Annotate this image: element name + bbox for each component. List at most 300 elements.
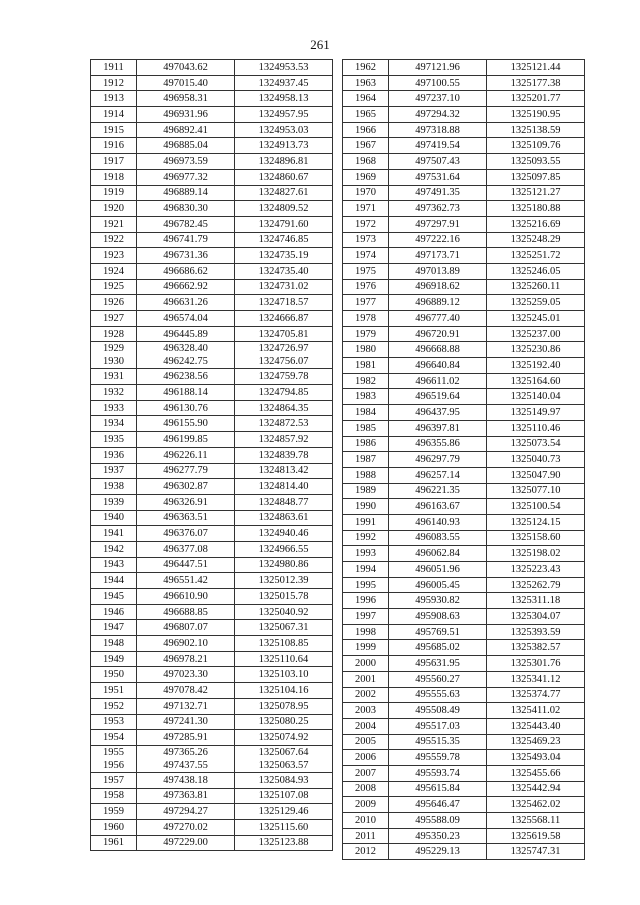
- table-row: [91, 369, 333, 385]
- point-number-cell: 1963: [343, 75, 389, 91]
- x-coordinate-cell: 497297.91: [389, 216, 487, 232]
- point-number-cell: 1970: [343, 185, 389, 201]
- page-number: 261: [310, 37, 330, 52]
- x-coordinate-cell: 497229.00: [137, 835, 235, 851]
- point-number-cell: 1998: [343, 624, 389, 640]
- x-coordinate-cell: 496355.86: [389, 436, 487, 452]
- table-row: [343, 718, 585, 734]
- point-number-cell: 1922: [91, 232, 137, 248]
- table-row: [91, 636, 333, 652]
- point-number-cell: 2012: [343, 844, 389, 860]
- x-coordinate-cell: 497438.18: [137, 772, 235, 788]
- y-coordinate-cell: 1325140.04: [487, 389, 585, 405]
- point-number-cell: 1961: [91, 835, 137, 851]
- y-coordinate-cell: 1325393.59: [487, 624, 585, 640]
- point-number-cell: 1993: [343, 546, 389, 562]
- y-coordinate-cell: 1325469.23: [487, 734, 585, 750]
- y-coordinate-cell: 1325103.10: [235, 667, 333, 683]
- point-number-cell: 1986: [343, 436, 389, 452]
- y-coordinate-cell: 1325077.10: [487, 483, 585, 499]
- table-row: [343, 781, 585, 797]
- point-number-cell: 1925: [91, 279, 137, 295]
- point-number-cell: 1972: [343, 216, 389, 232]
- point-number-cell: 1935: [91, 432, 137, 448]
- point-number-cell: 2001: [343, 671, 389, 687]
- x-coordinate-cell: 496445.89: [137, 326, 235, 342]
- point-number-cell: 2005: [343, 734, 389, 750]
- x-coordinate-cell: 496978.21: [137, 651, 235, 667]
- x-coordinate-cell: 495646.47: [389, 797, 487, 813]
- x-coordinate-cell: 496155.90: [137, 416, 235, 432]
- table-row: [91, 295, 333, 311]
- table-row: [343, 420, 585, 436]
- table-row: [91, 75, 333, 91]
- point-number-cell: 1915: [91, 122, 137, 138]
- cell-line: 1955: [103, 746, 124, 758]
- y-coordinate-cell: 1325078.95: [235, 698, 333, 714]
- table-row: [343, 797, 585, 813]
- point-number-cell: 2000: [343, 656, 389, 672]
- table-row: [343, 671, 585, 687]
- x-coordinate-cell: 496668.88: [389, 342, 487, 358]
- x-coordinate-cell: 497015.40: [137, 75, 235, 91]
- y-coordinate-cell: 1325190.95: [487, 107, 585, 123]
- x-coordinate-cell: 497043.62: [137, 60, 235, 76]
- x-coordinate-cell: 495559.78: [389, 750, 487, 766]
- x-coordinate-cell: 495350.23: [389, 828, 487, 844]
- y-coordinate-cell: 1324863.61: [235, 510, 333, 526]
- point-number-cell: 1957: [91, 772, 137, 788]
- x-coordinate-cell: 497241.30: [137, 714, 235, 730]
- point-number-cell: 1947: [91, 620, 137, 636]
- y-coordinate-cell: 1324857.92: [235, 432, 333, 448]
- point-number-cell: 1977: [343, 295, 389, 311]
- y-coordinate-cell: 1325301.76: [487, 656, 585, 672]
- cell-line: 1956: [103, 759, 124, 771]
- x-coordinate-cell: 496782.45: [137, 216, 235, 232]
- x-coordinate-cell: 495631.95: [389, 656, 487, 672]
- point-number-cell: 1926: [91, 295, 137, 311]
- table-row: [91, 232, 333, 248]
- x-coordinate-cell: 496519.64: [389, 389, 487, 405]
- x-coordinate-cell: 497023.30: [137, 667, 235, 683]
- table-row: [343, 326, 585, 342]
- x-coordinate-cell: 497237.10: [389, 91, 487, 107]
- x-coordinate-cell: 496221.35: [389, 483, 487, 499]
- table-row: [343, 185, 585, 201]
- x-coordinate-cell: 497285.91: [137, 730, 235, 746]
- point-number-cell: 1911: [91, 60, 137, 76]
- point-number-cell: 1931: [91, 369, 137, 385]
- point-number-cell: 1969: [343, 169, 389, 185]
- x-coordinate-cell: 496807.07: [137, 620, 235, 636]
- table-row: [343, 844, 585, 860]
- point-number-cell: 1967: [343, 138, 389, 154]
- point-number-cell: 1989: [343, 483, 389, 499]
- point-number-cell: 2010: [343, 813, 389, 829]
- table-row: [91, 60, 333, 76]
- x-coordinate-cell: 496640.84: [389, 358, 487, 374]
- y-coordinate-cell: 1325455.66: [487, 765, 585, 781]
- x-coordinate-cell: 496686.62: [137, 263, 235, 279]
- x-coordinate-cell: 496977.32: [137, 169, 235, 185]
- x-coordinate-cell: 496741.79: [137, 232, 235, 248]
- y-coordinate-cell: 1324860.67: [235, 169, 333, 185]
- table-row: [91, 819, 333, 835]
- table-row: [91, 138, 333, 154]
- table-row: [91, 107, 333, 123]
- table-row: [343, 656, 585, 672]
- x-coordinate-cell: 497363.81: [137, 788, 235, 804]
- table-row: [343, 405, 585, 421]
- x-coordinate-cell: 496574.04: [137, 311, 235, 327]
- y-coordinate-cell: 1325047.90: [487, 467, 585, 483]
- table-row: [91, 122, 333, 138]
- x-coordinate-cell: 496130.76: [137, 400, 235, 416]
- table-row: [343, 311, 585, 327]
- y-coordinate-cell: [235, 342, 333, 369]
- x-coordinate-cell: 496958.31: [137, 91, 235, 107]
- point-number-cell: 1913: [91, 91, 137, 107]
- table-row: [91, 248, 333, 264]
- x-coordinate-cell: 497270.02: [137, 819, 235, 835]
- x-coordinate-cell: 497294.32: [389, 107, 487, 123]
- y-coordinate-cell: 1324896.81: [235, 154, 333, 170]
- table-row: [343, 248, 585, 264]
- y-coordinate-cell: 1325262.79: [487, 577, 585, 593]
- x-coordinate-cell: 495508.49: [389, 703, 487, 719]
- y-coordinate-cell: 1324794.85: [235, 385, 333, 401]
- y-coordinate-cell: 1324953.53: [235, 60, 333, 76]
- point-number-cell: 1981: [343, 358, 389, 374]
- x-coordinate-cell: 496662.92: [137, 279, 235, 295]
- y-coordinate-cell: 1325248.29: [487, 232, 585, 248]
- table-row: [343, 138, 585, 154]
- y-coordinate-cell: 1324937.45: [235, 75, 333, 91]
- x-coordinate-cell: 496973.59: [137, 154, 235, 170]
- point-number-cell: 1991: [343, 514, 389, 530]
- table-row: [91, 698, 333, 714]
- cell-line: 1325067.64: [258, 746, 309, 758]
- x-coordinate-cell: 496376.07: [137, 526, 235, 542]
- y-coordinate-cell: 1325115.60: [235, 819, 333, 835]
- y-coordinate-cell: 1325493.04: [487, 750, 585, 766]
- point-number-cell: 1937: [91, 463, 137, 479]
- y-coordinate-cell: 1325107.08: [235, 788, 333, 804]
- x-coordinate-cell: 495908.63: [389, 609, 487, 625]
- point-number-cell: 1933: [91, 400, 137, 416]
- y-coordinate-cell: 1325123.88: [235, 835, 333, 851]
- table-row: [343, 201, 585, 217]
- point-number-cell: 1954: [91, 730, 137, 746]
- y-coordinate-cell: 1325040.92: [235, 604, 333, 620]
- table-row: [91, 416, 333, 432]
- point-number-cell: [91, 745, 137, 772]
- table-row: [343, 703, 585, 719]
- point-number-cell: 1995: [343, 577, 389, 593]
- point-number-cell: 1941: [91, 526, 137, 542]
- x-coordinate-cell: 496363.51: [137, 510, 235, 526]
- point-number-cell: 1983: [343, 389, 389, 405]
- y-coordinate-cell: 1324913.73: [235, 138, 333, 154]
- y-coordinate-cell: 1325304.07: [487, 609, 585, 625]
- table-row: [343, 452, 585, 468]
- table-row: [91, 463, 333, 479]
- table-row: [91, 541, 333, 557]
- x-coordinate-cell: 496397.81: [389, 420, 487, 436]
- point-number-cell: 1953: [91, 714, 137, 730]
- point-number-cell: 1917: [91, 154, 137, 170]
- table-row: [91, 91, 333, 107]
- x-coordinate-cell: 496326.91: [137, 494, 235, 510]
- point-number-cell: 1971: [343, 201, 389, 217]
- table-row: [91, 479, 333, 495]
- y-coordinate-cell: 1325073.54: [487, 436, 585, 452]
- y-coordinate-cell: 1325568.11: [487, 813, 585, 829]
- y-coordinate-cell: 1325259.05: [487, 295, 585, 311]
- table-row: [343, 169, 585, 185]
- x-coordinate-cell: 496551.42: [137, 573, 235, 589]
- y-coordinate-cell: 1324957.95: [235, 107, 333, 123]
- y-coordinate-cell: 1324953.03: [235, 122, 333, 138]
- point-number-cell: 1999: [343, 640, 389, 656]
- table-row: [91, 745, 333, 772]
- point-number-cell: 1920: [91, 201, 137, 217]
- y-coordinate-cell: 1325164.60: [487, 373, 585, 389]
- table-row: [343, 734, 585, 750]
- point-number-cell: 1975: [343, 263, 389, 279]
- table-row: [343, 436, 585, 452]
- table-row: [343, 640, 585, 656]
- point-number-cell: 1912: [91, 75, 137, 91]
- x-coordinate-cell: 497100.55: [389, 75, 487, 91]
- table-row: [91, 667, 333, 683]
- x-coordinate-cell: 496302.87: [137, 479, 235, 495]
- point-number-cell: 1965: [343, 107, 389, 123]
- point-number-cell: 1932: [91, 385, 137, 401]
- point-number-cell: 2011: [343, 828, 389, 844]
- y-coordinate-cell: 1325411.02: [487, 703, 585, 719]
- table-row: [343, 91, 585, 107]
- y-coordinate-cell: 1324705.81: [235, 326, 333, 342]
- table-row: [343, 624, 585, 640]
- table-row: [343, 263, 585, 279]
- point-number-cell: 1949: [91, 651, 137, 667]
- y-coordinate-cell: 1325251.72: [487, 248, 585, 264]
- y-coordinate-cell: 1325201.77: [487, 91, 585, 107]
- point-number-cell: 1942: [91, 541, 137, 557]
- table-row: [91, 772, 333, 788]
- y-coordinate-cell: 1324813.42: [235, 463, 333, 479]
- y-coordinate-cell: 1325462.02: [487, 797, 585, 813]
- x-coordinate-cell: 495593.74: [389, 765, 487, 781]
- x-coordinate-cell: 496238.56: [137, 369, 235, 385]
- y-coordinate-cell: 1324759.78: [235, 369, 333, 385]
- point-number-cell: 1938: [91, 479, 137, 495]
- x-coordinate-cell: 496437.95: [389, 405, 487, 421]
- cell-line: 1929: [103, 343, 124, 355]
- table-row: [91, 279, 333, 295]
- x-coordinate-cell: 496889.14: [137, 185, 235, 201]
- y-coordinate-cell: 1324872.53: [235, 416, 333, 432]
- table-row: [91, 620, 333, 636]
- point-number-cell: [91, 342, 137, 369]
- coordinate-table-right: [342, 59, 585, 860]
- x-coordinate-cell: 496611.02: [389, 373, 487, 389]
- table-row: [343, 154, 585, 170]
- y-coordinate-cell: 1325074.92: [235, 730, 333, 746]
- table-row: [91, 526, 333, 542]
- table-row: [343, 389, 585, 405]
- y-coordinate-cell: 1325108.85: [235, 636, 333, 652]
- y-coordinate-cell: 1325100.54: [487, 499, 585, 515]
- x-coordinate-cell: 497078.42: [137, 683, 235, 699]
- y-coordinate-cell: 1324958.13: [235, 91, 333, 107]
- point-number-cell: 1951: [91, 683, 137, 699]
- x-coordinate-cell: 496005.45: [389, 577, 487, 593]
- point-number-cell: 1945: [91, 589, 137, 605]
- x-coordinate-cell: 497362.73: [389, 201, 487, 217]
- table-row: [91, 494, 333, 510]
- y-coordinate-cell: 1325040.73: [487, 452, 585, 468]
- point-number-cell: 1940: [91, 510, 137, 526]
- x-coordinate-cell: [137, 745, 235, 772]
- y-coordinate-cell: 1324966.55: [235, 541, 333, 557]
- point-number-cell: 2008: [343, 781, 389, 797]
- y-coordinate-cell: 1325110.46: [487, 420, 585, 436]
- y-coordinate-cell: 1325129.46: [235, 804, 333, 820]
- x-coordinate-cell: 496731.36: [137, 248, 235, 264]
- point-number-cell: 1924: [91, 263, 137, 279]
- y-coordinate-cell: 1325260.11: [487, 279, 585, 295]
- x-coordinate-cell: 496902.10: [137, 636, 235, 652]
- table-row: [91, 342, 333, 369]
- point-number-cell: 1923: [91, 248, 137, 264]
- table-row: [343, 483, 585, 499]
- point-number-cell: 1978: [343, 311, 389, 327]
- cell-line: 496242.75: [163, 356, 208, 368]
- table-row: [343, 530, 585, 546]
- point-number-cell: 1992: [343, 530, 389, 546]
- x-coordinate-cell: 496889.12: [389, 295, 487, 311]
- table-row: [343, 60, 585, 76]
- cell-line: 1930: [103, 356, 124, 368]
- x-coordinate-cell: 496163.67: [389, 499, 487, 515]
- x-coordinate-cell: 495930.82: [389, 593, 487, 609]
- y-coordinate-cell: 1325747.31: [487, 844, 585, 860]
- x-coordinate-cell: 495555.63: [389, 687, 487, 703]
- y-coordinate-cell: 1325109.76: [487, 138, 585, 154]
- table-row: [343, 765, 585, 781]
- x-coordinate-cell: 496688.85: [137, 604, 235, 620]
- x-coordinate-cell: 495560.27: [389, 671, 487, 687]
- y-coordinate-cell: 1324718.57: [235, 295, 333, 311]
- table-row: [343, 577, 585, 593]
- y-coordinate-cell: 1325180.88: [487, 201, 585, 217]
- cell-line: 1325063.57: [258, 759, 309, 771]
- y-coordinate-cell: 1325097.85: [487, 169, 585, 185]
- x-coordinate-cell: 496610.90: [137, 589, 235, 605]
- table-row: [343, 107, 585, 123]
- y-coordinate-cell: 1325223.43: [487, 562, 585, 578]
- table-row: [91, 589, 333, 605]
- y-coordinate-cell: 1324809.52: [235, 201, 333, 217]
- table-row: [91, 788, 333, 804]
- point-number-cell: 1974: [343, 248, 389, 264]
- y-coordinate-cell: 1325084.93: [235, 772, 333, 788]
- point-number-cell: 1918: [91, 169, 137, 185]
- x-coordinate-cell: 496188.14: [137, 385, 235, 401]
- x-coordinate-cell: 497121.96: [389, 60, 487, 76]
- x-coordinate-cell: 495615.84: [389, 781, 487, 797]
- point-number-cell: 1936: [91, 447, 137, 463]
- table-row: [91, 185, 333, 201]
- point-number-cell: 1966: [343, 122, 389, 138]
- table-row: [343, 122, 585, 138]
- table-row: [343, 373, 585, 389]
- table-row: [91, 804, 333, 820]
- point-number-cell: 1987: [343, 452, 389, 468]
- table-row: [91, 263, 333, 279]
- point-number-cell: 1996: [343, 593, 389, 609]
- y-coordinate-cell: 1325093.55: [487, 154, 585, 170]
- y-coordinate-cell: 1324864.35: [235, 400, 333, 416]
- x-coordinate-cell: 496140.93: [389, 514, 487, 530]
- y-coordinate-cell: 1325246.05: [487, 263, 585, 279]
- cell-line: 1324726.97: [258, 343, 309, 355]
- y-coordinate-cell: 1324839.78: [235, 447, 333, 463]
- y-coordinate-cell: 1325341.12: [487, 671, 585, 687]
- y-coordinate-cell: 1325110.64: [235, 651, 333, 667]
- x-coordinate-cell: 496226.11: [137, 447, 235, 463]
- y-coordinate-cell: 1324980.86: [235, 557, 333, 573]
- point-number-cell: 1968: [343, 154, 389, 170]
- table-row: [343, 514, 585, 530]
- table-row: [91, 311, 333, 327]
- y-coordinate-cell: 1325121.44: [487, 60, 585, 76]
- y-coordinate-cell: 1325138.59: [487, 122, 585, 138]
- table-row: [343, 546, 585, 562]
- y-coordinate-cell: 1324791.60: [235, 216, 333, 232]
- table-row: [91, 683, 333, 699]
- x-coordinate-cell: 495769.51: [389, 624, 487, 640]
- y-coordinate-cell: 1324827.61: [235, 185, 333, 201]
- y-coordinate-cell: 1325311.18: [487, 593, 585, 609]
- table-row: [91, 573, 333, 589]
- table-row: [91, 651, 333, 667]
- point-number-cell: 2003: [343, 703, 389, 719]
- y-coordinate-cell: 1325080.25: [235, 714, 333, 730]
- x-coordinate-cell: 496720.91: [389, 326, 487, 342]
- y-coordinate-cell: 1324735.19: [235, 248, 333, 264]
- table-row: [343, 593, 585, 609]
- y-coordinate-cell: 1325237.00: [487, 326, 585, 342]
- cell-line: 497365.26: [163, 746, 208, 758]
- table-row: [91, 201, 333, 217]
- x-coordinate-cell: 496257.14: [389, 467, 487, 483]
- table-row: [91, 447, 333, 463]
- x-coordinate-cell: 497173.71: [389, 248, 487, 264]
- y-coordinate-cell: 1325442.94: [487, 781, 585, 797]
- point-number-cell: 1979: [343, 326, 389, 342]
- table-row: [343, 499, 585, 515]
- point-number-cell: 1988: [343, 467, 389, 483]
- y-coordinate-cell: 1324940.46: [235, 526, 333, 542]
- y-coordinate-cell: 1325124.15: [487, 514, 585, 530]
- x-coordinate-cell: 497318.88: [389, 122, 487, 138]
- point-number-cell: 1960: [91, 819, 137, 835]
- table-row: [343, 342, 585, 358]
